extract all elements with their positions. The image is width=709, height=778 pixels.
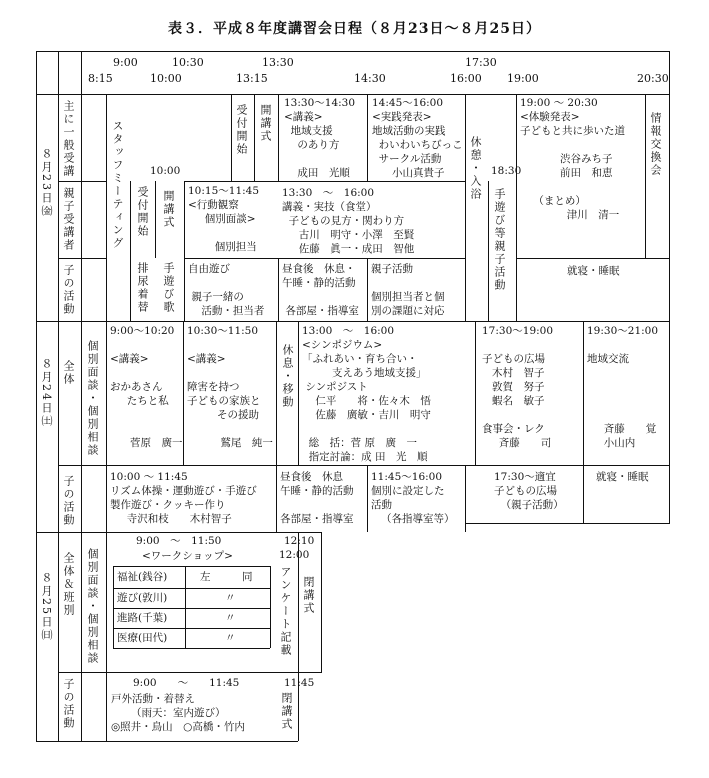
workshop-note: 〃 [225,632,236,644]
time-label: 8:15 [88,72,113,85]
day-label: ８月23日㈮ [40,148,53,218]
nap-time: 昼食後 休息・ 午睡・静的活動 各部屋・指導室 [282,263,359,317]
opening-ceremony: 開講式 [259,104,272,143]
children-plaza-2: 17:30〜適宜 子どもの広場 （親子活動） [494,471,564,511]
time-label: 10:00 [150,72,182,85]
time-label: 16:00 [450,72,482,85]
lecture-2: 14:45〜16:00 <実践発表> 地域活動の実践 わいわいちびっこ サークル活動 小山真貴子 [372,97,463,179]
workshop-time: 9:00 〜 11:50 [136,535,222,547]
child-activity: 手遊び歌 [162,262,175,314]
survey: アンケート記載 [279,566,292,657]
practice-session: 13:30 〜 16:00 講義・実技（食堂） 子どもの見方・関わり方 古川 明守・小澤 至賢 佐藤 眞一・成田 智他 [282,187,415,255]
observation-session: 10:15〜11:45 <行動観察 個別面談> 個別担当 [188,185,260,253]
evening-session: 19:00 〜 20:30 <体験発表> 子どもと共に歩いた道 渋谷みち子 前田 和恵 （まとめ） 津川 清一 [520,97,625,221]
workshop-note: 〃 [225,592,236,604]
workshop-name: 進路(千葉) [117,612,168,624]
time-label: 9:00 [113,56,138,69]
document-title: 表３．平成８年度講習会日程（８月23日〜８月25日） [168,21,541,37]
time-label: 10:00 [150,165,181,177]
staff-meeting: スタッフミーティング [111,120,124,250]
row-label: 主に一般受講 [62,100,75,178]
time-label: 10:30 [172,56,204,69]
time-label: 14:30 [354,72,386,85]
sleep: 就寝・睡眠 [567,265,620,277]
row-label: 親子受講者 [62,187,75,252]
time-label: 11:45 [284,677,315,689]
time-label: 19:00 [507,72,539,85]
row-label: 子の活動 [62,264,75,316]
rest-move: 休息・移動 [281,344,294,409]
outdoor-time: 9:00 〜 11:45 [133,677,240,689]
closing-ceremony: 閉講式 [302,576,315,615]
rest-bath: 休憩・入浴 [469,136,482,201]
outdoor-activity: 戸外活動・着替え （雨天：室内遊び） ◎照井・鳥山 ○高橋・竹内 [111,693,245,733]
time-label: 20:30 [637,72,669,85]
time-label: 13:15 [236,72,268,85]
closing-ceremony: 閉講式 [280,692,293,731]
workshop-name: 遊び(敦川) [117,592,168,604]
rhythm-activity: 10:00 〜 11:45 リズム体操・運動遊び・手遊び 製作遊び・クッキー作り 寺沢和枝 木村智子 [110,471,257,525]
workshop-name: 医療(田代) [117,632,168,644]
row-label: 全体 [62,360,75,386]
parent-reception: 受付開始 [136,186,149,238]
lecture-4: 10:30〜11:50 <講義> 障害を持つ 子どもの家族と その援助 鷲尾 純一 [187,325,273,449]
interview-label: 個別面談・個別相談 [86,548,99,665]
interview-label: 個別面談・個別相談 [86,340,99,457]
workshop-title: <ワークショップ> [142,550,233,562]
time-label: 12:10 [284,535,315,547]
child-activity: 排尿着替 [136,262,149,314]
children-plaza: 17:30〜19:00 子どもの広場 木村 智子 敦賀 努子 蝦名 敏子 食事会・レク 斉藤 司 [482,325,554,449]
nap-time: 昼食後 休息 午睡・静的活動 各部屋・指導室 [280,471,354,525]
workshop-note: 左 同 [200,571,253,583]
time-label: 13:30 [262,56,294,69]
time-label: 17:30 [465,56,497,69]
parent-activity: 親子活動 個別担当者と個 別の課題に対応 [371,263,445,317]
free-play: 自由遊び 親子一緒の 活動・担当者 [188,263,265,317]
row-label: 子の活動 [62,475,75,527]
sleep: 就寝・睡眠 [596,471,649,483]
time-label: 12:00 [279,549,310,561]
lecture-3: 9:00〜10:20 <講義> おかあさん たちと私 菅原 廣一 [110,325,183,449]
workshop-name: 福祉(銭谷) [117,571,168,583]
info-exchange: 情報交換会 [649,112,662,177]
parent-opening: 開講式 [162,190,175,229]
reception-start: 受付開始 [235,104,248,156]
day-label: ８月24日㈯ [40,358,53,428]
time-label: 18:30 [491,165,522,177]
lecture-1: 13:30〜14:30 <講義> 地域支援 のあり方 成田 光順 [284,97,356,179]
parent-child-activity: 手遊び等親子活動 [493,188,506,292]
workshop-note: 〃 [225,612,236,624]
day-label: ８月25日㈰ [40,572,53,642]
row-label: 全体＆班別 [62,552,75,617]
symposium: 13:00 〜 16:00 <シンポジウム> 「ふれあい・育ち合い・ 支えあう地域支援」 シンポジスト 仁平 将・佐々木 悟 佐藤 廣敏・吉川 明守 総 括：菅 原 廣 一 指定討論：成 田 光 順 [302,325,431,463]
community-exchange: 19:30〜21:00 地域交流 斉藤 覚 小山内 [587,325,659,449]
individual-activity: 11:45〜16:00 個別に設定した 活動 （各指導室等） [371,471,455,525]
row-label: 子の活動 [62,678,75,730]
